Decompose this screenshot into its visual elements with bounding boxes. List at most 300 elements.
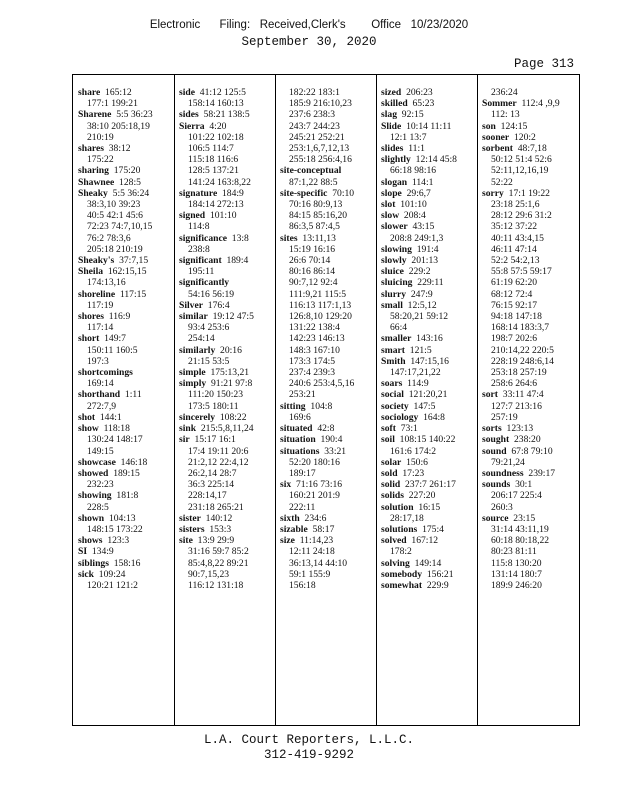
index-term: sorbent — [482, 143, 513, 155]
index-entry — [381, 87, 478, 98]
page-line-refs: 31:14 43:11,19 — [491, 523, 549, 535]
page-line-refs: 21:15 53:5 — [188, 355, 230, 367]
page-line-refs: 48:7,18 — [517, 143, 547, 155]
index-entry-continuation — [78, 98, 175, 109]
page-line-refs: 106:5 114:7 — [188, 143, 234, 155]
index-term: shorthand — [78, 389, 121, 401]
index-term: Smith — [381, 355, 406, 367]
index-term: shot — [78, 411, 96, 423]
index-entry — [381, 558, 478, 569]
index-entry-continuation — [280, 468, 377, 479]
index-entry-continuation — [78, 244, 175, 255]
page-line-refs: 58:20,21 59:12 — [390, 311, 449, 323]
index-entry-continuation — [179, 244, 276, 255]
index-entry — [280, 513, 377, 524]
page-line-refs: 238:20 — [514, 434, 541, 446]
index-term: Sommer — [482, 98, 517, 110]
page-line-refs: 148:3 167:10 — [289, 344, 340, 356]
index-entry-continuation — [482, 345, 579, 356]
index-term: sister — [179, 512, 201, 524]
index-entry — [381, 569, 478, 580]
index-term: slow — [381, 210, 400, 222]
page-line-refs: 146:18 — [120, 456, 148, 468]
index-term: slowing — [381, 243, 412, 255]
page-line-refs: 198:7 202:6 — [491, 333, 538, 345]
index-entry — [381, 345, 478, 356]
index-term: shortcomings — [78, 367, 133, 379]
index-term: sooner — [482, 131, 510, 143]
page-line-refs: 26:2,14 28:7 — [188, 467, 237, 479]
index-term: situations — [280, 445, 320, 457]
page-line-refs: 111:20 150:23 — [188, 389, 243, 401]
index-entry-continuation — [280, 266, 377, 277]
page-line-refs: 147:5 — [413, 400, 436, 412]
index-entry — [280, 434, 377, 445]
index-entry-continuation — [482, 401, 579, 412]
page-line-refs: 174:13,16 — [87, 277, 126, 289]
index-entry-continuation — [179, 389, 276, 400]
index-entry-continuation — [482, 154, 579, 165]
page-line-refs: 272:7,9 — [87, 400, 117, 412]
index-entry-continuation — [78, 356, 175, 367]
index-entry — [482, 188, 579, 199]
index-term: solution — [381, 501, 414, 513]
page-line-refs: 117:14 — [87, 322, 114, 334]
page-line-refs: 156:21 — [426, 568, 454, 580]
index-entry — [381, 154, 478, 165]
index-term: sorts — [482, 423, 502, 435]
page-line-refs: 5:5 36:23 — [116, 109, 153, 121]
index-entry-continuation — [179, 490, 276, 501]
page-line-refs: 30:1 — [515, 479, 533, 491]
index-entry — [482, 132, 579, 143]
page-line-refs: 86:3,5 87:4,5 — [289, 221, 340, 233]
page-line-refs: 70:16 80:9,13 — [289, 199, 343, 211]
index-entry-continuation — [280, 490, 377, 501]
index-entry-continuation — [280, 244, 377, 255]
index-entry — [381, 255, 478, 266]
page-line-refs: 118:18 — [103, 423, 130, 435]
index-entry — [381, 109, 478, 120]
index-entry-continuation — [179, 333, 276, 344]
page-line-refs: 109:24 — [98, 568, 126, 580]
page-line-refs: 127:7 213:16 — [491, 400, 542, 412]
page-line-refs: 173:5 180:11 — [188, 400, 239, 412]
index-entry — [179, 255, 276, 266]
page-line-refs: 5:5 36:24 — [112, 187, 150, 199]
index-entry-continuation — [482, 210, 579, 221]
index-entry-continuation — [179, 446, 276, 457]
index-term: somebody — [381, 568, 423, 580]
page-line-refs: 54:16 56:19 — [188, 288, 235, 300]
index-entry-continuation — [482, 569, 579, 580]
index-entry-continuation — [179, 165, 276, 176]
index-entry — [179, 378, 276, 389]
index-entry-continuation — [179, 132, 276, 143]
index-term: sincerely — [179, 411, 216, 423]
page-line-refs: 46:11 47:14 — [491, 243, 537, 255]
page-line-refs: 42:8 — [317, 423, 335, 435]
index-entry-continuation — [179, 98, 276, 109]
index-entry — [482, 446, 579, 457]
page-line-refs: 201:13 — [411, 255, 439, 267]
index-term: sitting — [280, 400, 306, 412]
index-entry-continuation — [280, 199, 377, 210]
transcript-date: September 30, 2020 — [241, 35, 377, 49]
page-line-refs: 189:4 — [226, 255, 249, 267]
page-line-refs: 205:18 210:19 — [87, 243, 143, 255]
page-line-refs: 208:8 249:1,3 — [390, 232, 444, 244]
page-line-refs: 114:9 — [407, 378, 429, 390]
index-entry — [179, 423, 276, 434]
index-entry — [381, 378, 478, 389]
index-entry — [381, 479, 478, 490]
index-entry — [78, 311, 175, 322]
page-line-refs: 15:19 16:16 — [289, 243, 336, 255]
page-line-refs: 19:12 47:5 — [212, 311, 254, 323]
page-line-refs: 87:1,22 88:5 — [289, 176, 338, 188]
page-line-refs: 185:9 216:10,23 — [289, 98, 352, 110]
page-line-refs: 17:1 19:22 — [508, 187, 550, 199]
index-entry-continuation — [179, 266, 276, 277]
index-entry-continuation — [482, 322, 579, 333]
page-line-refs: 38:12 — [108, 143, 131, 155]
page-line-refs: 43:15 — [412, 221, 435, 233]
page-line-refs: 71:16 73:16 — [296, 479, 343, 491]
page-line-refs: 237:7 261:17 — [405, 479, 456, 491]
page-line-refs: 189:9 246:20 — [491, 579, 542, 591]
page-line-refs: 161:6 174:2 — [390, 445, 437, 457]
index-entry-continuation — [280, 412, 377, 423]
index-term: somewhat — [381, 579, 423, 591]
index-entry-continuation — [179, 199, 276, 210]
index-term: side — [179, 87, 195, 98]
page-line-refs: 158:14 160:13 — [188, 98, 244, 110]
page-line-refs: 167:12 — [411, 535, 439, 547]
index-entry-continuation — [482, 221, 579, 232]
index-entry — [482, 434, 579, 445]
page-line-refs: 21:2,12 22:4,12 — [188, 456, 249, 468]
index-entry-continuation — [179, 457, 276, 468]
index-entry — [78, 513, 175, 524]
index-term: soundness — [482, 467, 524, 479]
page-line-refs: 41:12 125:5 — [199, 87, 246, 98]
index-entry — [179, 524, 276, 535]
index-entry-continuation — [482, 233, 579, 244]
index-entry — [78, 87, 175, 98]
page-line-refs: 104:8 — [310, 400, 333, 412]
page-line-refs: 240:6 253:4,5,16 — [289, 378, 355, 390]
filing-stamp: Electronic Filing: Received,Clerk's Office 10/23/2020 — [149, 19, 469, 31]
index-entry-continuation — [280, 221, 377, 232]
index-column-2 — [179, 87, 276, 715]
index-entry-continuation — [482, 300, 579, 311]
index-term: smaller — [381, 333, 412, 345]
index-entry — [179, 210, 276, 221]
index-term: soars — [381, 378, 403, 390]
index-entry-continuation — [78, 401, 175, 412]
index-entry-continuation — [381, 132, 478, 143]
page-line-refs: 168:14 183:3,7 — [491, 322, 550, 334]
page-line-refs: 11:14,23 — [299, 535, 334, 547]
index-entry-continuation — [482, 165, 579, 176]
page-line-refs: 58:17 — [312, 523, 335, 535]
page-line-refs: 228:19 248:6,14 — [491, 355, 554, 367]
index-term: show — [78, 423, 99, 435]
index-entry — [78, 367, 175, 378]
index-entry-continuation — [482, 535, 579, 546]
page-line-refs: 124:15 — [500, 120, 528, 132]
page-line-refs: 10:14 11:11 — [406, 120, 452, 132]
index-term: slowly — [381, 255, 407, 267]
index-entry-continuation — [280, 255, 377, 266]
page-line-refs: 23:15 — [513, 512, 536, 524]
page-line-refs: 108:22 — [219, 411, 247, 423]
index-term: sharing — [78, 165, 109, 177]
page-line-refs: 12:11 24:18 — [289, 546, 335, 558]
index-entry — [179, 277, 276, 288]
page-line-refs: 35:12 37:22 — [491, 221, 538, 233]
page-line-refs: 234:6 — [304, 512, 327, 524]
index-term: slightly — [381, 154, 411, 166]
index-entry-continuation — [179, 468, 276, 479]
index-entry — [482, 513, 579, 524]
index-entry-continuation — [381, 446, 478, 457]
page-line-refs: 33:21 — [324, 445, 347, 457]
index-entry — [179, 121, 276, 132]
index-entry — [179, 87, 276, 98]
index-entry-continuation — [179, 580, 276, 591]
index-term: Slide — [381, 120, 402, 132]
index-term: skilled — [381, 98, 408, 110]
index-term: six — [280, 479, 292, 491]
index-term: slag — [381, 109, 397, 121]
index-entry — [179, 412, 276, 423]
index-entry — [381, 524, 478, 535]
page-line-refs: 156:18 — [289, 579, 316, 591]
page-number: Page 313 — [513, 57, 574, 71]
index-term: significant — [179, 255, 222, 267]
page-line-refs: 38:10 205:18,19 — [87, 120, 150, 132]
page-line-refs: 184:9 — [222, 187, 244, 199]
page-line-refs: 254:14 — [188, 333, 215, 345]
page-line-refs: 101:22 102:18 — [188, 131, 244, 143]
page-line-refs: 169:14 — [87, 378, 114, 390]
index-entry-continuation — [179, 322, 276, 333]
index-entry — [280, 233, 377, 244]
page-line-refs: 149:15 — [87, 445, 114, 457]
page-line-refs: 20:16 — [220, 344, 242, 356]
page-line-refs: 197:3 — [87, 355, 109, 367]
page-line-refs: 175:22 — [87, 154, 114, 166]
page-line-refs: 15:17 16:1 — [194, 434, 236, 446]
page-line-refs: 61:19 62:20 — [491, 277, 538, 289]
index-term: shares — [78, 143, 104, 155]
index-entry-continuation — [179, 289, 276, 300]
index-term: sought — [482, 434, 510, 446]
index-term: solving — [381, 557, 410, 569]
index-entry — [78, 546, 175, 557]
index-term: sides — [179, 109, 199, 121]
index-entry-continuation — [78, 434, 175, 445]
index-entry — [78, 165, 175, 176]
page-line-refs: 11:1 — [408, 143, 425, 155]
page-line-refs: 121:5 — [409, 344, 432, 356]
page-line-refs: 126:8,10 129:20 — [289, 311, 352, 323]
index-entry — [482, 98, 579, 109]
index-term: showed — [78, 467, 109, 479]
index-column-5 — [482, 87, 579, 715]
page-line-refs: 195:11 — [188, 266, 215, 278]
index-entry — [381, 277, 478, 288]
page-line-refs: 70:10 — [332, 187, 355, 199]
page-line-refs: 52:20 180:16 — [289, 456, 340, 468]
index-term: short — [78, 333, 100, 345]
index-term: similarly — [179, 344, 216, 356]
index-entry-continuation — [280, 356, 377, 367]
index-entry-continuation — [381, 322, 478, 333]
page-line-refs: 117:19 — [87, 299, 114, 311]
index-entry — [179, 109, 276, 120]
index-entry — [381, 423, 478, 434]
index-term: site-conceptual — [280, 165, 342, 177]
page-line-refs: 60:18 80:18,22 — [491, 535, 550, 547]
page-line-refs: 215:5,8,11,24 — [200, 423, 254, 435]
index-entry-continuation — [381, 367, 478, 378]
index-entry-continuation — [280, 345, 377, 356]
index-entry-continuation — [280, 546, 377, 557]
page-line-refs: 13:9 29:9 — [197, 535, 235, 547]
page-line-refs: 243:7 244:23 — [289, 120, 340, 132]
index-entry — [78, 468, 175, 479]
page-line-refs: 229:9 — [426, 579, 449, 591]
page-line-refs: 128:5 — [119, 176, 141, 188]
index-term: sound — [482, 445, 507, 457]
index-entry — [280, 535, 377, 546]
index-entry-continuation — [280, 121, 377, 132]
index-entry — [280, 401, 377, 412]
page-line-refs: 66:18 98:16 — [390, 165, 437, 177]
page-line-refs: 210:14,22 220:5 — [491, 344, 554, 356]
index-entry — [280, 524, 377, 535]
page-line-refs: 236:24 — [491, 87, 518, 98]
page-line-refs: 169:6 — [289, 411, 311, 423]
page-line-refs: 227:20 — [408, 490, 436, 502]
index-term: slower — [381, 221, 408, 233]
index-term: sold — [381, 467, 398, 479]
index-entry — [482, 389, 579, 400]
index-term: showcase — [78, 456, 116, 468]
index-entry-continuation — [78, 132, 175, 143]
reporter-company: L.A. Court Reporters, L.L.C. — [203, 733, 415, 747]
index-entry-continuation — [482, 333, 579, 344]
index-term: solved — [381, 535, 407, 547]
page-line-refs: 72:23 74:7,10,15 — [87, 221, 153, 233]
index-entry-continuation — [280, 569, 377, 580]
page-line-refs: 40:5 42:1 45:6 — [87, 210, 143, 222]
index-entry-continuation — [280, 154, 377, 165]
index-term: situation — [280, 434, 316, 446]
page-line-refs: 16:15 — [418, 501, 441, 513]
index-entry-continuation — [280, 457, 377, 468]
index-entry-continuation — [78, 121, 175, 132]
index-entry-continuation — [482, 177, 579, 188]
index-entry — [381, 221, 478, 232]
page-line-refs: 91:21 97:8 — [211, 378, 253, 390]
index-entry — [381, 333, 478, 344]
index-entry — [381, 434, 478, 445]
index-entry — [381, 266, 478, 277]
index-entry — [78, 333, 175, 344]
index-entry — [179, 367, 276, 378]
index-entry-continuation — [482, 524, 579, 535]
index-term: solar — [381, 456, 402, 468]
page-line-refs: 231:18 265:21 — [188, 501, 244, 513]
page-line-refs: 149:7 — [104, 333, 126, 345]
index-column-3 — [280, 87, 377, 715]
page-line-refs: 73:1 — [400, 423, 418, 435]
index-entry — [179, 513, 276, 524]
index-entry-continuation — [482, 109, 579, 120]
index-entry-continuation — [482, 244, 579, 255]
page-line-refs: 76:2 78:3,6 — [87, 232, 131, 244]
page-line-refs: 4:20 — [209, 120, 227, 132]
page-line-refs: 253:1,6,7,12,13 — [289, 143, 350, 155]
page-line-refs: 12:5,12 — [407, 299, 437, 311]
index-entry-continuation — [280, 333, 377, 344]
index-entry-continuation — [280, 558, 377, 569]
index-term: sizable — [280, 523, 308, 535]
index-entry — [78, 266, 175, 277]
index-term: sluice — [381, 266, 404, 278]
index-entry — [179, 188, 276, 199]
page-line-refs: 178:2 — [390, 546, 412, 558]
page-line-refs: 237:4 239:3 — [289, 367, 336, 379]
page-line-refs: 38:3,10 39:23 — [87, 199, 141, 211]
page-line-refs: 23:18 25:1,6 — [491, 199, 540, 211]
index-entry — [78, 109, 175, 120]
index-entry-continuation — [482, 367, 579, 378]
index-entry-continuation — [482, 266, 579, 277]
index-entry-continuation — [482, 378, 579, 389]
page-line-refs: 141:24 163:8,22 — [188, 176, 251, 188]
index-entry — [381, 535, 478, 546]
index-term: solutions — [381, 523, 418, 535]
page-line-refs: 182:22 183:1 — [289, 87, 340, 98]
index-term: signed — [179, 210, 206, 222]
index-entry-continuation — [482, 277, 579, 288]
index-entry — [78, 389, 175, 400]
page-line-refs: 59:1 155:9 — [289, 568, 331, 580]
page-line-refs: 28:17,18 — [390, 512, 424, 524]
index-entry-continuation — [78, 322, 175, 333]
index-frame — [72, 74, 580, 726]
index-entry-continuation — [179, 143, 276, 154]
page-line-refs: 123:13 — [506, 423, 534, 435]
index-entry-continuation — [280, 322, 377, 333]
index-entry-continuation — [482, 457, 579, 468]
index-term: sink — [179, 423, 197, 435]
index-entry-continuation — [78, 154, 175, 165]
index-entry — [78, 457, 175, 468]
index-term: shown — [78, 512, 105, 524]
index-term: sorry — [482, 187, 504, 199]
index-entry — [78, 255, 175, 266]
index-term: slurry — [381, 288, 407, 300]
index-entry-continuation — [482, 412, 579, 423]
index-entry — [280, 165, 377, 176]
index-entry — [78, 558, 175, 569]
